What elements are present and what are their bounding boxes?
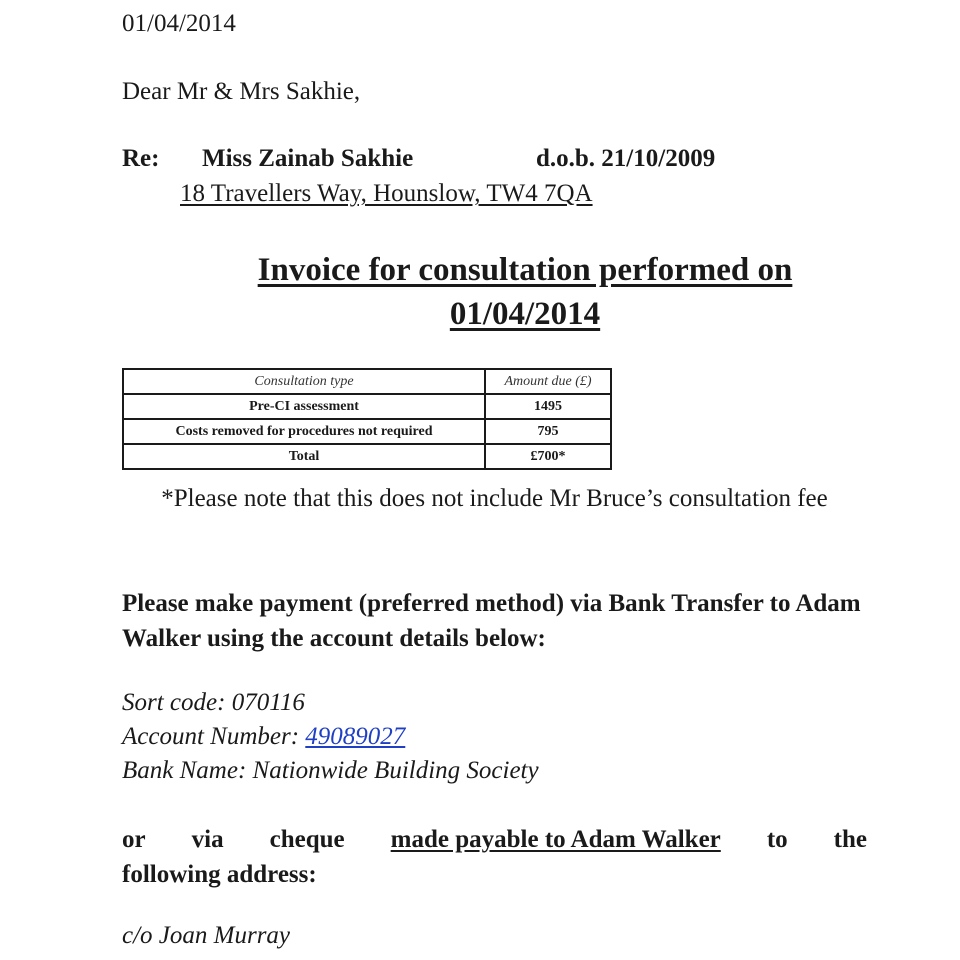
cheque-instruction	[122, 822, 867, 892]
table-row	[123, 394, 611, 419]
care-of-line: c/o Joan Murray	[122, 922, 291, 949]
cheque-word: to	[766, 826, 788, 853]
invoice-title-line2: 01/04/2014	[449, 296, 601, 332]
row-amount-cell: 795	[485, 419, 611, 444]
row-type-cell: Pre-CI assessment	[123, 394, 485, 419]
header-amount-due: Amount due (£)	[485, 369, 611, 394]
table-total-row	[123, 444, 611, 469]
bank-name: Bank Name: Nationwide Building Society	[122, 757, 539, 784]
row-amount-cell: 1495	[485, 394, 611, 419]
salutation: Dear Mr & Mrs Sakhie,	[122, 78, 361, 105]
account-number-line	[122, 720, 539, 754]
cheque-word: via	[191, 826, 224, 853]
cheque-line-1	[122, 822, 867, 857]
cheque-word: the	[833, 826, 867, 853]
account-number-label: Account Number:	[122, 723, 306, 750]
sort-code: Sort code: 070116	[122, 689, 305, 716]
cheque-word: or	[122, 826, 146, 853]
invoice-title	[150, 248, 900, 336]
letter-date: 01/04/2014	[122, 10, 236, 37]
header-consultation-type: Consultation type	[123, 369, 485, 394]
total-label-cell: Total	[123, 444, 485, 469]
total-amount-cell: £700*	[485, 444, 611, 469]
patient-dob: d.o.b. 21/10/2009	[536, 145, 716, 172]
row-type-cell: Costs removed for procedures not required	[123, 419, 485, 444]
consultation-fee-note: *Please note that this does not include Mr Bruce’s consultation fee	[161, 485, 828, 512]
invoice-title-line1: Invoice for consultation performed on	[257, 252, 793, 288]
account-number-link[interactable]: 49089027	[305, 723, 406, 750]
cheque-line-2: following address:	[122, 861, 317, 888]
cheque-word: cheque	[269, 826, 345, 853]
payment-instruction: Please make payment (preferred method) via Bank Transfer to Adam Walker using the account details below:	[122, 590, 861, 652]
table-header-row	[123, 369, 611, 394]
patient-address: 18 Travellers Way, Hounslow, TW4 7QA	[180, 180, 593, 207]
re-label: Re:	[122, 145, 160, 172]
bank-details	[122, 686, 539, 788]
table-row	[123, 419, 611, 444]
patient-name: Miss Zainab Sakhie	[202, 145, 414, 172]
fee-table	[122, 368, 612, 470]
payee-phrase: made payable to Adam Walker	[390, 826, 721, 853]
